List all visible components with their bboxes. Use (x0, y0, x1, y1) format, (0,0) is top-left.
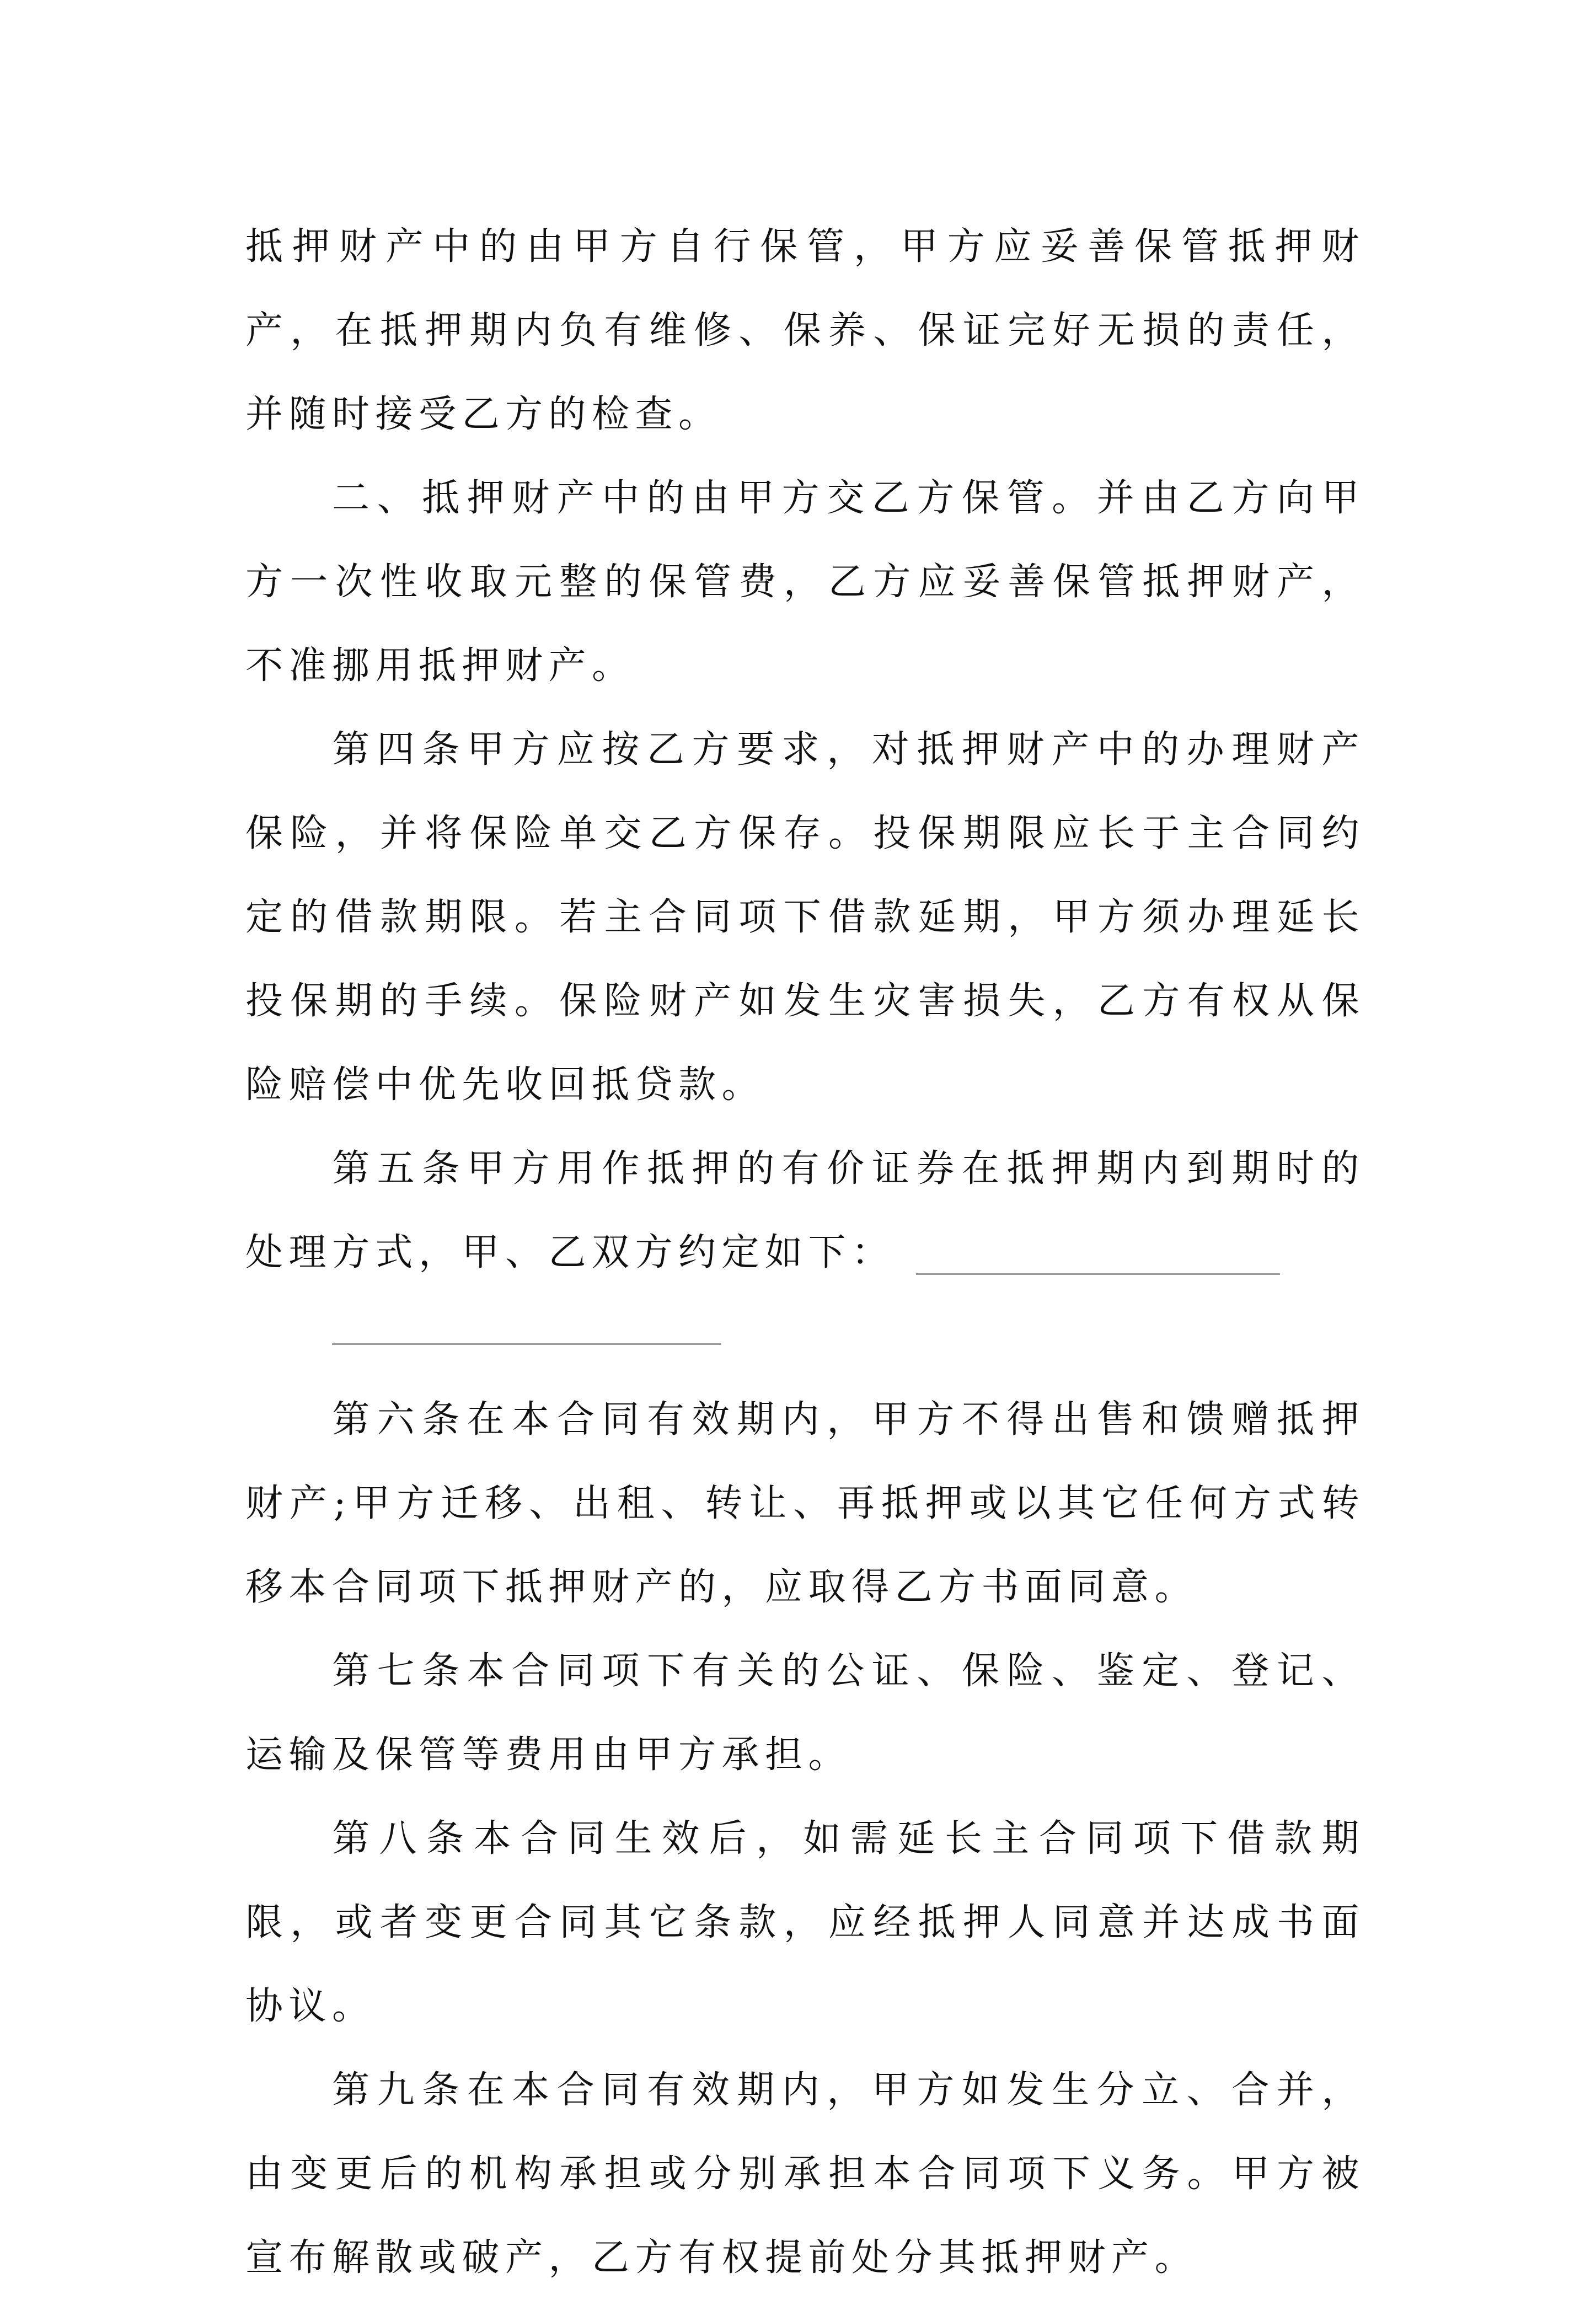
paragraph-article-4-insurance: 第四条甲方应按乙方要求，对抵押财产中的办理财产保险，并将保险单交乙方保存。投保期限应长于主合同约定的借款期限。若主合同项下借款延期，甲方须办理延长投保期的手续。保险财产如发生灾害损失，乙方有权从保险赔偿中优先收回抵贷款。 (245, 728, 1365, 1107)
paragraph-custody-by-party-a: 抵押财产中的由甲方自行保管，甲方应妥善保管抵押财产，在抵押期内负有维修、保养、保证完好无损的责任，并随时接受乙方的检查。 (245, 225, 1365, 436)
paragraph-article-8-amendment: 第八条本合同生效后，如需延长主合同项下借款期限，或者变更合同其它条款，应经抵押人同意并达成书面协议。 (245, 1817, 1365, 2028)
document-body (245, 205, 1365, 2300)
paragraph-custody-by-party-b: 二、抵押财产中的由甲方交乙方保管。并由乙方向甲方一次性收取元整的保管费，乙方应妥善保管抵押财产，不准挪用抵押财产。 (245, 476, 1365, 688)
paragraph-article-9-dissolution: 第九条在本合同有效期内，甲方如发生分立、合并，由变更后的机构承担或分别承担本合同项下义务。甲方被宣布解散或破产，乙方有权提前处分其抵押财产。 (245, 2068, 1365, 2280)
article-5-text: 第五条甲方用作抵押的有价证券在抵押期内到期时的处理方式，甲、乙双方约定如下： (245, 1147, 1365, 1274)
fill-in-blank-line (916, 1236, 1280, 1275)
paragraph-article-5-securities (245, 1127, 1365, 1295)
fill-in-blank-line-continued (332, 1343, 721, 1345)
paragraph-article-7-fees: 第七条本合同项下有关的公证、保险、鉴定、登记、运输及保管等费用由甲方承担。 (245, 1649, 1365, 1777)
paragraph-article-6-transfer: 第六条在本合同有效期内，甲方不得出售和馈赠抵押财产;甲方迁移、出租、转让、再抵押或以其它任何方式转移本合同项下抵押财产的，应取得乙方书面同意。 (245, 1398, 1365, 1609)
